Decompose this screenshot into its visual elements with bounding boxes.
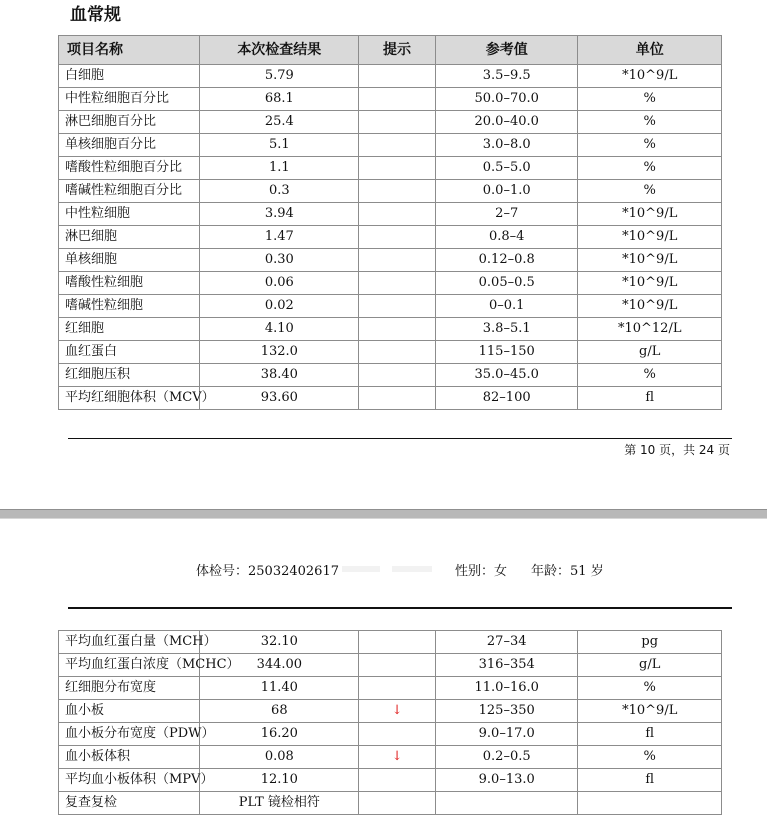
cell-unit: fl — [578, 769, 722, 792]
table-row — [59, 88, 722, 111]
table-row — [59, 364, 722, 387]
cell-unit: *10^9/L — [578, 249, 722, 272]
cell-item-name: 嗜酸性粒细胞 — [59, 272, 200, 295]
table-row — [59, 654, 722, 677]
cell-hint — [359, 111, 436, 134]
age-value: 51 岁 — [570, 564, 604, 579]
cell-item-name: 血小板 — [59, 700, 200, 723]
table-row — [59, 746, 722, 769]
cell-reference: 0–0.1 — [435, 295, 578, 318]
cell-reference — [435, 792, 578, 815]
table-row — [59, 769, 722, 792]
cell-hint — [359, 180, 436, 203]
col-header-reference: 参考值 — [435, 36, 578, 65]
cell-unit: *10^9/L — [578, 295, 722, 318]
table-row — [59, 65, 722, 88]
cell-reference: 35.0–45.0 — [435, 364, 578, 387]
cell-item-name: 红细胞 — [59, 318, 200, 341]
cell-reference: 11.0–16.0 — [435, 677, 578, 700]
cell-result: 38.40 — [200, 364, 359, 387]
cell-unit: *10^9/L — [578, 272, 722, 295]
cell-item-name: 单核细胞 — [59, 249, 200, 272]
cell-reference: 3.8–5.1 — [435, 318, 578, 341]
cell-hint — [359, 65, 436, 88]
table-row — [59, 157, 722, 180]
cell-result: 11.40 — [200, 677, 359, 700]
cell-unit: % — [578, 111, 722, 134]
cell-reference: 0.12–0.8 — [435, 249, 578, 272]
cell-item-name: 单核细胞百分比 — [59, 134, 200, 157]
table-row — [59, 631, 722, 654]
section-title: 血常规 — [70, 5, 121, 25]
cell-item-name: 平均血红蛋白量（MCH） — [59, 631, 200, 654]
cell-hint — [359, 341, 436, 364]
col-header-result: 本次检查结果 — [200, 36, 359, 65]
cell-unit: % — [578, 180, 722, 203]
cell-item-name: 淋巴细胞百分比 — [59, 111, 200, 134]
redacted-block — [342, 566, 380, 572]
cell-reference: 2–7 — [435, 203, 578, 226]
cell-item-name: 平均红细胞体积（MCV） — [59, 387, 200, 410]
table-row — [59, 180, 722, 203]
cell-reference: 0.8–4 — [435, 226, 578, 249]
results-table-page-11 — [58, 630, 722, 815]
page-break — [0, 509, 767, 519]
patient-id-label: 体检号： — [196, 564, 249, 579]
cell-unit: g/L — [578, 341, 722, 364]
table-row — [59, 792, 722, 815]
cell-result: 1.1 — [200, 157, 359, 180]
table-row — [59, 387, 722, 410]
table-row — [59, 700, 722, 723]
cell-result: 25.4 — [200, 111, 359, 134]
cell-unit: *10^9/L — [578, 700, 722, 723]
cell-reference: 0.2–0.5 — [435, 746, 578, 769]
cell-unit: *10^9/L — [578, 65, 722, 88]
cell-item-name: 平均血红蛋白浓度（MCHC） — [59, 654, 200, 677]
cell-hint — [359, 272, 436, 295]
cell-hint — [359, 792, 436, 815]
cell-result: 0.08 — [200, 746, 359, 769]
cell-hint — [359, 654, 436, 677]
cell-item-name: 平均血小板体积（MPV） — [59, 769, 200, 792]
cell-reference: 0.05–0.5 — [435, 272, 578, 295]
cell-hint — [359, 88, 436, 111]
cell-result: 0.02 — [200, 295, 359, 318]
col-header-unit: 单位 — [578, 36, 722, 65]
cell-reference: 0.5–5.0 — [435, 157, 578, 180]
cell-hint — [359, 364, 436, 387]
cell-unit: % — [578, 88, 722, 111]
cell-unit: *10^12/L — [578, 318, 722, 341]
cell-hint — [359, 723, 436, 746]
cell-unit: g/L — [578, 654, 722, 677]
col-header-hint: 提示 — [359, 36, 436, 65]
header-rule — [68, 607, 732, 609]
cell-hint — [359, 318, 436, 341]
cell-reference: 125–350 — [435, 700, 578, 723]
cell-item-name: 嗜碱性粒细胞 — [59, 295, 200, 318]
cell-unit: fl — [578, 387, 722, 410]
cell-unit: pg — [578, 631, 722, 654]
cell-result: 32.10 — [200, 631, 359, 654]
cell-hint: ↓ — [359, 700, 436, 723]
cell-hint — [359, 134, 436, 157]
cell-reference: 27–34 — [435, 631, 578, 654]
cell-result: 68 — [200, 700, 359, 723]
cell-reference: 115–150 — [435, 341, 578, 364]
cell-reference: 3.5–9.5 — [435, 65, 578, 88]
cell-hint — [359, 203, 436, 226]
cell-hint — [359, 226, 436, 249]
cell-reference: 9.0–17.0 — [435, 723, 578, 746]
cell-reference: 316–354 — [435, 654, 578, 677]
table-row — [59, 295, 722, 318]
cell-result: 93.60 — [200, 387, 359, 410]
cell-hint — [359, 157, 436, 180]
cell-item-name: 复查复检 — [59, 792, 200, 815]
table-row — [59, 318, 722, 341]
table-row — [59, 723, 722, 746]
col-header-item-name: 项目名称 — [59, 36, 200, 65]
patient-id-value: 25032402617 — [248, 564, 339, 579]
table-row — [59, 249, 722, 272]
cell-result: 5.1 — [200, 134, 359, 157]
cell-hint — [359, 387, 436, 410]
table-row — [59, 272, 722, 295]
cell-hint — [359, 769, 436, 792]
cell-item-name: 嗜酸性粒细胞百分比 — [59, 157, 200, 180]
cell-hint — [359, 677, 436, 700]
patient-age — [531, 562, 604, 582]
table-row — [59, 134, 722, 157]
cell-result: 3.94 — [200, 203, 359, 226]
patient-gender — [455, 562, 507, 582]
cell-unit: fl — [578, 723, 722, 746]
cell-hint: ↓ — [359, 746, 436, 769]
cell-unit: % — [578, 746, 722, 769]
cell-reference: 9.0–13.0 — [435, 769, 578, 792]
cell-unit: % — [578, 157, 722, 180]
cell-reference: 0.0–1.0 — [435, 180, 578, 203]
cell-unit: % — [578, 364, 722, 387]
cell-unit: % — [578, 134, 722, 157]
cell-reference: 20.0–40.0 — [435, 111, 578, 134]
cell-item-name: 血红蛋白 — [59, 341, 200, 364]
cell-hint — [359, 249, 436, 272]
cell-item-name: 血小板分布宽度（PDW） — [59, 723, 200, 746]
table-row — [59, 341, 722, 364]
redacted-block — [392, 566, 432, 572]
table-header-row — [59, 36, 722, 65]
cell-item-name: 红细胞压积 — [59, 364, 200, 387]
cell-reference: 50.0–70.0 — [435, 88, 578, 111]
cell-result: 1.47 — [200, 226, 359, 249]
table-row — [59, 111, 722, 134]
results-table-page-10 — [58, 35, 722, 410]
cell-item-name: 淋巴细胞 — [59, 226, 200, 249]
cell-hint — [359, 295, 436, 318]
footer-rule — [68, 438, 732, 439]
gender-value: 女 — [494, 564, 508, 579]
gender-label: 性别： — [455, 564, 495, 579]
cell-result: 132.0 — [200, 341, 359, 364]
cell-item-name: 红细胞分布宽度 — [59, 677, 200, 700]
cell-result: 5.79 — [200, 65, 359, 88]
cell-item-name: 嗜碱性粒细胞百分比 — [59, 180, 200, 203]
cell-result: 12.10 — [200, 769, 359, 792]
cell-result: 344.00 — [200, 654, 359, 677]
age-label: 年龄： — [531, 564, 571, 579]
page-number: 第 10 页，共 24 页 — [624, 443, 730, 457]
cell-hint — [359, 631, 436, 654]
cell-unit — [578, 792, 722, 815]
cell-result: 4.10 — [200, 318, 359, 341]
cell-unit: *10^9/L — [578, 203, 722, 226]
cell-item-name: 血小板体积 — [59, 746, 200, 769]
cell-reference: 3.0–8.0 — [435, 134, 578, 157]
cell-result: 0.30 — [200, 249, 359, 272]
cell-result: PLT 镜检相符 — [200, 792, 359, 815]
cell-reference: 82–100 — [435, 387, 578, 410]
cell-result: 68.1 — [200, 88, 359, 111]
cell-item-name: 中性粒细胞百分比 — [59, 88, 200, 111]
cell-unit: % — [578, 677, 722, 700]
table-row — [59, 203, 722, 226]
cell-result: 0.06 — [200, 272, 359, 295]
table-row — [59, 226, 722, 249]
cell-result: 0.3 — [200, 180, 359, 203]
cell-unit: *10^9/L — [578, 226, 722, 249]
cell-item-name: 白细胞 — [59, 65, 200, 88]
patient-id — [196, 562, 339, 582]
cell-result: 16.20 — [200, 723, 359, 746]
table-row — [59, 677, 722, 700]
cell-item-name: 中性粒细胞 — [59, 203, 200, 226]
